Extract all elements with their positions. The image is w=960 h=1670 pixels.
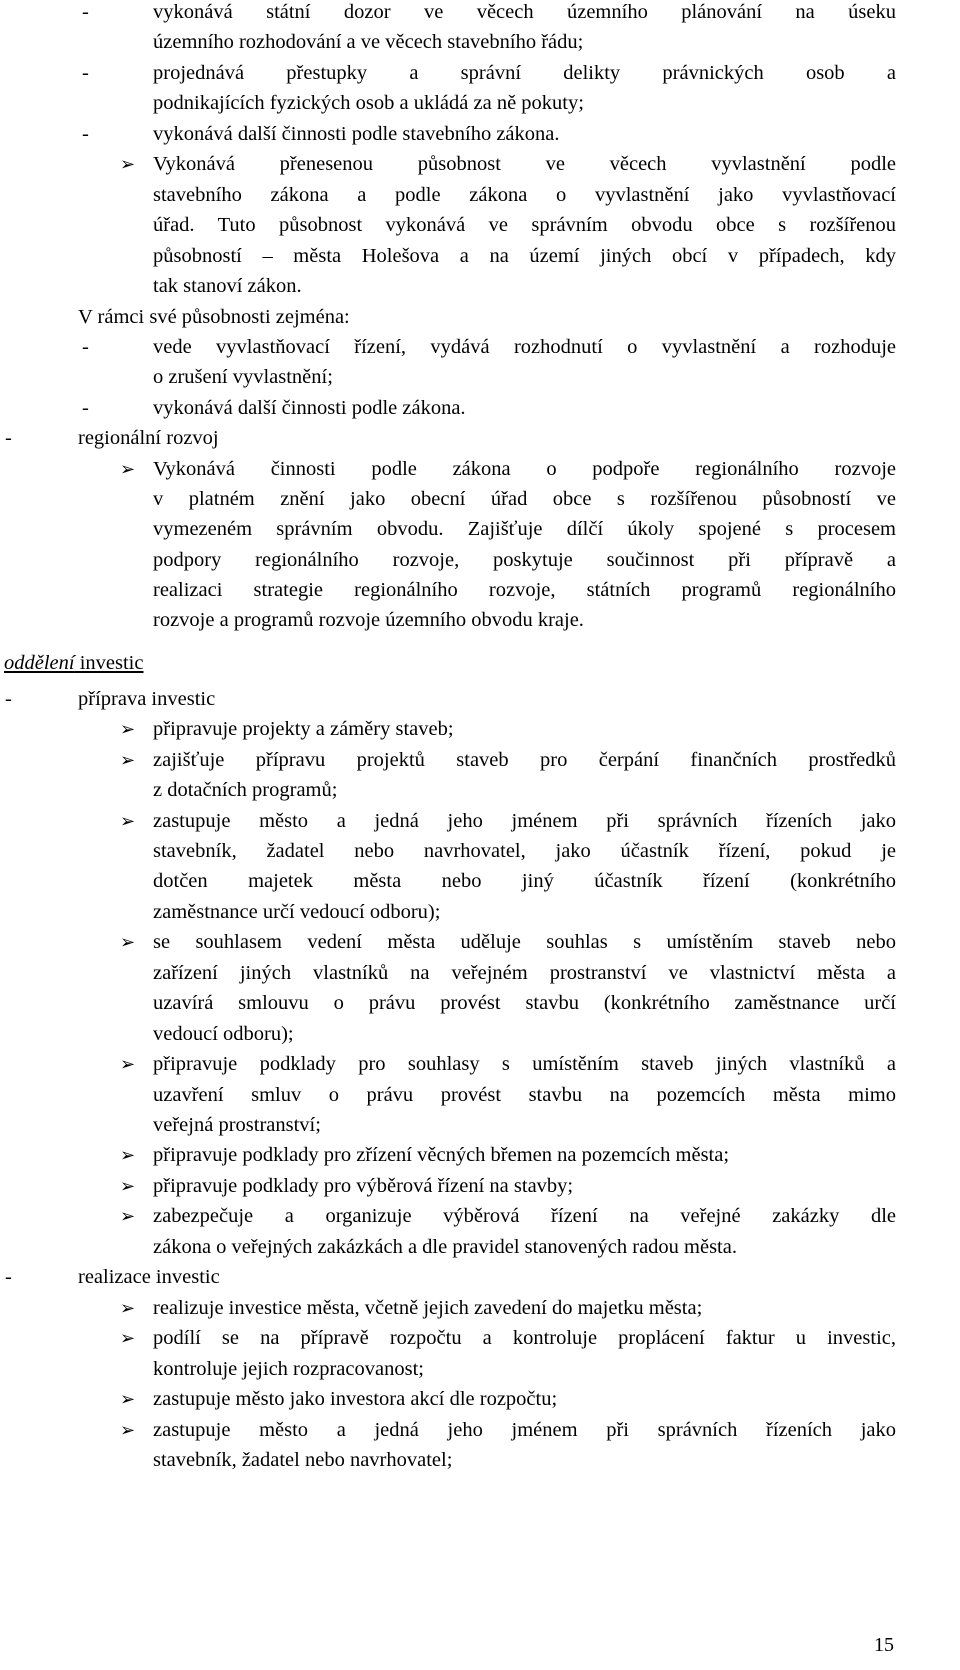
- line-text: se souhlasem vedení města uděluje souhlas s umístěním staveb nebo: [153, 931, 896, 953]
- line-text: působností – města Holešova a na území jiných obcí v případech, kdy: [153, 245, 896, 267]
- line-text: vedoucí odboru);: [153, 1023, 294, 1045]
- line-text: z dotačních programů;: [153, 779, 338, 801]
- line-text: realizuje investice města, včetně jejich zavedení do majetku města;: [153, 1297, 703, 1319]
- arrow-bullet-icon: ➢: [120, 811, 136, 832]
- line-text: Vykonává činnosti podle zákona o podpoře regionálního rozvoje: [153, 458, 896, 480]
- line-text: o zrušení vyvlastnění;: [153, 366, 333, 388]
- line-text: stavebního zákona a podle zákona o vyvlastnění jako vyvlastňovací: [153, 184, 896, 206]
- line-text: zastupuje město jako investora akcí dle rozpočtu;: [153, 1388, 558, 1410]
- line-text: realizace investic: [78, 1266, 220, 1288]
- line-text: V rámci své působnosti zejména:: [78, 306, 350, 328]
- section-heading: [4, 648, 960, 679]
- line-text: úřad. Tuto působnost vykonává ve správním obvodu obce s rozšířenou: [153, 214, 896, 236]
- line-text: uzavření smluv o právu provést stavbu na pozemcích města mimo: [153, 1084, 896, 1106]
- arrow-bullet-icon: ➢: [120, 1054, 136, 1075]
- line-text: stavebník, žadatel nebo navrhovatel;: [153, 1449, 453, 1471]
- line-text: připravuje podklady pro zřízení věcných břemen na pozemcích města;: [153, 1144, 730, 1166]
- section-heading-rest: investic: [74, 652, 144, 674]
- line-text: vykonává státní dozor ve věcech územního plánování na úseku: [153, 1, 896, 23]
- line-text: regionální rozvoj: [78, 427, 219, 449]
- arrow-bullet-icon: ➢: [120, 719, 136, 740]
- line-text: vykonává další činnosti podle stavebního zákona.: [153, 123, 560, 145]
- arrow-bullet-icon: ➢: [120, 1389, 136, 1410]
- line-text: zajišťuje přípravu projektů staveb pro čerpání finančních prostředků: [153, 749, 896, 771]
- arrow-bullet-icon: ➢: [120, 1145, 136, 1166]
- arrow-bullet-icon: ➢: [120, 459, 136, 480]
- arrow-bullet-icon: ➢: [120, 1328, 136, 1349]
- line-text: zařízení jiných vlastníků na veřejném prostranství ve vlastnictví města a: [153, 962, 896, 984]
- line-text: v platném znění jako obecní úřad obce s rozšířenou působností ve: [153, 488, 896, 510]
- arrow-bullet-icon: ➢: [120, 750, 136, 771]
- dash-bullet: -: [82, 1, 89, 23]
- dash-bullet: -: [82, 336, 89, 358]
- line-text: tak stanoví zákon.: [153, 275, 302, 297]
- line-text: vykonává další činnosti podle zákona.: [153, 397, 466, 419]
- line-text: připravuje podklady pro výběrová řízení na stavby;: [153, 1175, 574, 1197]
- line-text: stavebník, žadatel nebo navrhovatel, jako účastník řízení, pokud je: [153, 840, 896, 862]
- line-text: rozvoje a programů rozvoje územního obvodu kraje.: [153, 609, 584, 631]
- line-text: vede vyvlastňovací řízení, vydává rozhodnutí o vyvlastnění a rozhoduje: [153, 336, 896, 358]
- arrow-bullet-icon: ➢: [120, 154, 136, 175]
- dash-bullet: -: [82, 397, 89, 419]
- dash-bullet: -: [5, 688, 12, 710]
- line-text: uzavírá smlouvu o právu provést stavbu (konkrétního zaměstnance určí: [153, 992, 896, 1014]
- line-text: připravuje podklady pro souhlasy s umístěním staveb jiných vlastníků a: [153, 1053, 896, 1075]
- arrow-bullet-icon: ➢: [120, 1206, 136, 1227]
- arrow-bullet-icon: ➢: [120, 1420, 136, 1441]
- line-text: zastupuje město a jedná jeho jménem při správních řízeních jako: [153, 1419, 896, 1441]
- line-text: vymezeném správním obvodu. Zajišťuje dílčí úkoly spojené s procesem: [153, 518, 896, 540]
- line-text: zaměstnance určí vedoucí odboru);: [153, 901, 441, 923]
- line-text: realizaci strategie regionálního rozvoje, státních programů regionálního: [153, 579, 896, 601]
- dash-bullet: -: [82, 62, 89, 84]
- line-text: zákona o veřejných zakázkách a dle pravidel stanovených radou města.: [153, 1236, 737, 1258]
- arrow-bullet-icon: ➢: [120, 1298, 136, 1319]
- arrow-bullet-icon: ➢: [120, 932, 136, 953]
- line-text: zabezpečuje a organizuje výběrová řízení na veřejné zakázky dle: [153, 1205, 896, 1227]
- line-text: projednává přestupky a správní delikty právnických osob a: [153, 62, 896, 84]
- line-text: kontroluje jejich rozpracovanost;: [153, 1358, 424, 1380]
- line-text: připravuje projekty a záměry staveb;: [153, 718, 454, 740]
- line-text: veřejná prostranství;: [153, 1114, 321, 1136]
- line-text: dotčen majetek města nebo jiný účastník řízení (konkrétního: [153, 870, 896, 892]
- page-number: 15: [874, 1634, 894, 1656]
- line-text: Vykonává přenesenou působnost ve věcech vyvlastnění podle: [153, 153, 896, 175]
- line-text: příprava investic: [78, 688, 216, 710]
- dash-bullet: -: [82, 123, 89, 145]
- dash-bullet: -: [5, 427, 12, 449]
- arrow-bullet-icon: ➢: [120, 1176, 136, 1197]
- line-text: územního rozhodování a ve věcech stavebního řádu;: [153, 31, 584, 53]
- line-text: zastupuje město a jedná jeho jménem při správních řízeních jako: [153, 810, 896, 832]
- line-text: podnikajících fyzických osob a ukládá za ně pokuty;: [153, 92, 584, 114]
- line-text: podpory regionálního rozvoje, poskytuje součinnost při přípravě a: [153, 549, 896, 571]
- dash-bullet: -: [5, 1266, 12, 1288]
- section-heading-italic: oddělení: [4, 652, 75, 674]
- line-text: podílí se na přípravě rozpočtu a kontroluje proplácení faktur u investic,: [153, 1327, 896, 1349]
